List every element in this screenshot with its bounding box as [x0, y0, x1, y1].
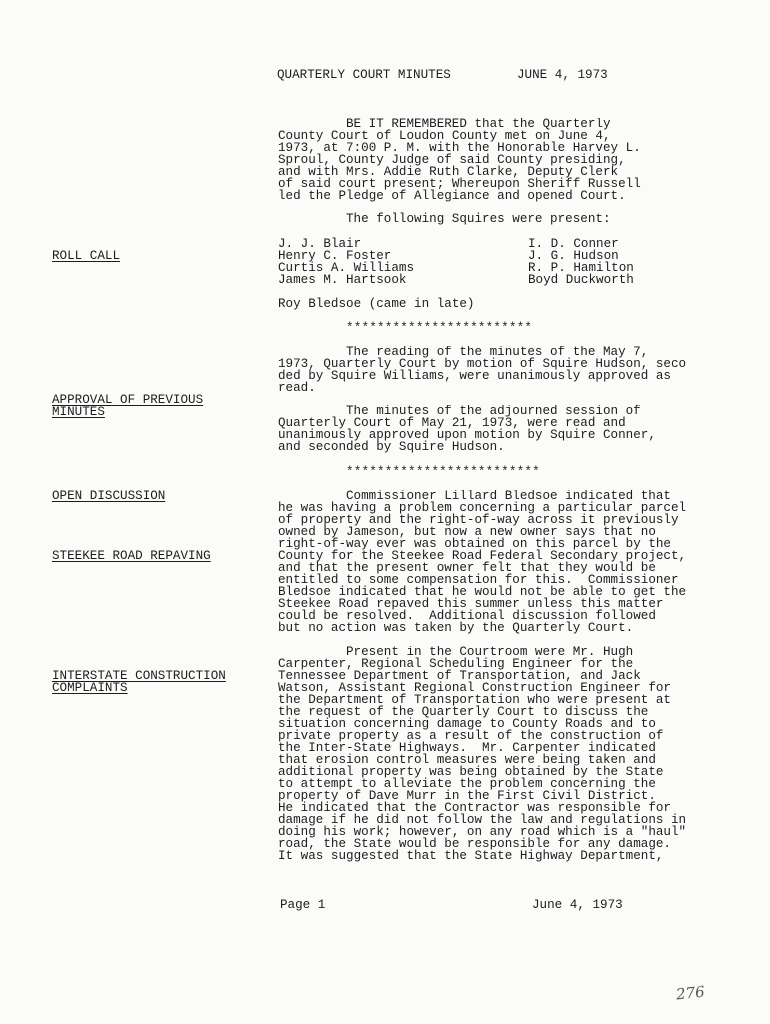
- interstate-label: INTERSTATE CONSTRUCTION COMPLAINTS: [52, 669, 226, 695]
- text-line: and that the present owner felt that they would be: [278, 561, 656, 575]
- text-line: The reading of the minutes of the May 7,: [346, 346, 649, 359]
- text-line: Present in the Courtroom were Mr. Hugh: [346, 646, 634, 659]
- text-line: The minutes of the adjourned session of: [346, 405, 641, 418]
- text-line: Watson, Assistant Regional Construction Engineer for: [278, 681, 671, 695]
- text-line: owned by Jameson, but now a new owner says that no: [278, 525, 656, 539]
- text-line: Tennessee Department of Transportation, and Jack: [278, 669, 641, 683]
- text-line: right-of-way ever was obtained on this parcel by the: [278, 537, 671, 551]
- squires-list-left: [278, 238, 414, 286]
- text-line: Sproul, County Judge of said County presiding,: [278, 153, 626, 167]
- text-line: additional property was being obtained by the State: [278, 765, 664, 779]
- squire-name: Curtis A. Williams: [278, 261, 415, 275]
- roll-call-label: ROLL CALL: [52, 249, 121, 263]
- text-line: of said court present; Whereupon Sheriff Russell: [278, 177, 641, 191]
- squire-name: J. J. Blair: [278, 237, 362, 251]
- text-line: road, the State would be responsible for any damage.: [278, 837, 671, 851]
- squire-name: Henry C. Foster: [278, 249, 392, 263]
- text-line: It was suggested that the State Highway Department,: [278, 849, 664, 862]
- text-line: the Inter-State Highways. Mr. Carpenter indicated: [278, 741, 656, 755]
- text-line: he was having a problem concerning a particular parcel: [278, 501, 687, 515]
- text-line: private property as a result of the construction of: [278, 729, 664, 743]
- squire-name: Boyd Duckworth: [528, 273, 634, 287]
- text-line: and with Mrs. Addie Ruth Clarke, Deputy Clerk: [278, 165, 619, 179]
- approval-paragraph-2: [278, 405, 753, 453]
- text-line: 1973, Quarterly Court by motion of Squire Hudson, seco: [278, 357, 687, 371]
- open-discussion-paragraph: [278, 490, 753, 634]
- text-line: property of Dave Murr in the First Civil District.: [278, 789, 656, 803]
- text-line: could be resolved. Additional discussion followed: [278, 609, 656, 623]
- text-line: Steekee Road repaved this summer unless this matter: [278, 597, 664, 611]
- separator: *************************: [346, 465, 540, 479]
- text-line: entitled to some compensation for this. Commissioner: [278, 573, 679, 587]
- late-arrival-note: Roy Bledsoe (came in late): [278, 297, 475, 311]
- text-line: ded by Squire Williams, were unanimously approved as: [278, 369, 671, 383]
- steekee-road-label: STEEKEE ROAD REPAVING: [52, 549, 211, 563]
- text-line: unanimously approved upon motion by Squire Conner,: [278, 428, 656, 442]
- footer-date: June 4, 1973: [532, 898, 623, 912]
- text-line: doing his work; however, on any road which is a "haul": [278, 825, 687, 839]
- text-line: County for the Steekee Road Federal Secondary project,: [278, 549, 687, 563]
- squire-name: J. G. Hudson: [528, 249, 619, 263]
- text-line: situation concerning damage to County Roads and to: [278, 717, 656, 731]
- text-line: Carpenter, Regional Scheduling Engineer for the: [278, 657, 634, 671]
- text-line: Quarterly Court of May 21, 1973, were read and: [278, 416, 626, 430]
- text-line: damage if he did not follow the law and regulations in: [278, 813, 687, 827]
- squire-name: James M. Hartsook: [278, 273, 407, 287]
- squires-intro: The following Squires were present:: [346, 212, 611, 226]
- text-line: led the Pledge of Allegiance and opened Court.: [278, 189, 626, 202]
- text-line: to attempt to alleviate the problem concerning the: [278, 777, 656, 791]
- text-line: BE IT REMEMBERED that the Quarterly: [346, 118, 611, 131]
- text-line: and seconded by Squire Hudson.: [278, 440, 505, 453]
- squire-name: I. D. Conner: [528, 237, 619, 251]
- opening-paragraph: [278, 118, 753, 202]
- interstate-paragraph: [278, 646, 753, 862]
- document-title: QUARTERLY COURT MINUTES: [277, 68, 451, 82]
- text-line: County Court of Loudon County met on June 4,: [278, 129, 611, 143]
- text-line: Bledsoe indicated that he would not be able to get the: [278, 585, 687, 599]
- separator: ************************: [346, 321, 533, 335]
- squire-name: R. P. Hamilton: [528, 261, 634, 275]
- text-line: 1973, at 7:00 P. M. with the Honorable Harvey L.: [278, 141, 641, 155]
- text-line: but no action was taken by the Quarterly Court.: [278, 621, 634, 634]
- text-line: read.: [278, 381, 316, 394]
- page-number: Page 1: [280, 898, 326, 912]
- text-line: that erosion control measures were being taken and: [278, 753, 656, 767]
- open-discussion-label: OPEN DISCUSSION: [52, 489, 166, 503]
- text-line: the Department of Transportation who were present at: [278, 693, 671, 707]
- text-line: He indicated that the Contractor was responsible for: [278, 801, 671, 815]
- approval-paragraph-1: [278, 346, 753, 394]
- approval-label: APPROVAL OF PREVIOUS MINUTES: [52, 393, 204, 419]
- handwritten-page-mark: 276: [675, 982, 706, 1004]
- document-date: JUNE 4, 1973: [517, 68, 608, 82]
- text-line: the request of the Quarterly Court to discuss the: [278, 705, 649, 719]
- text-line: of property and the right-of-way across it previously: [278, 513, 679, 527]
- squires-list-right: [528, 238, 634, 286]
- text-line: Commissioner Lillard Bledsoe indicated that: [346, 490, 671, 503]
